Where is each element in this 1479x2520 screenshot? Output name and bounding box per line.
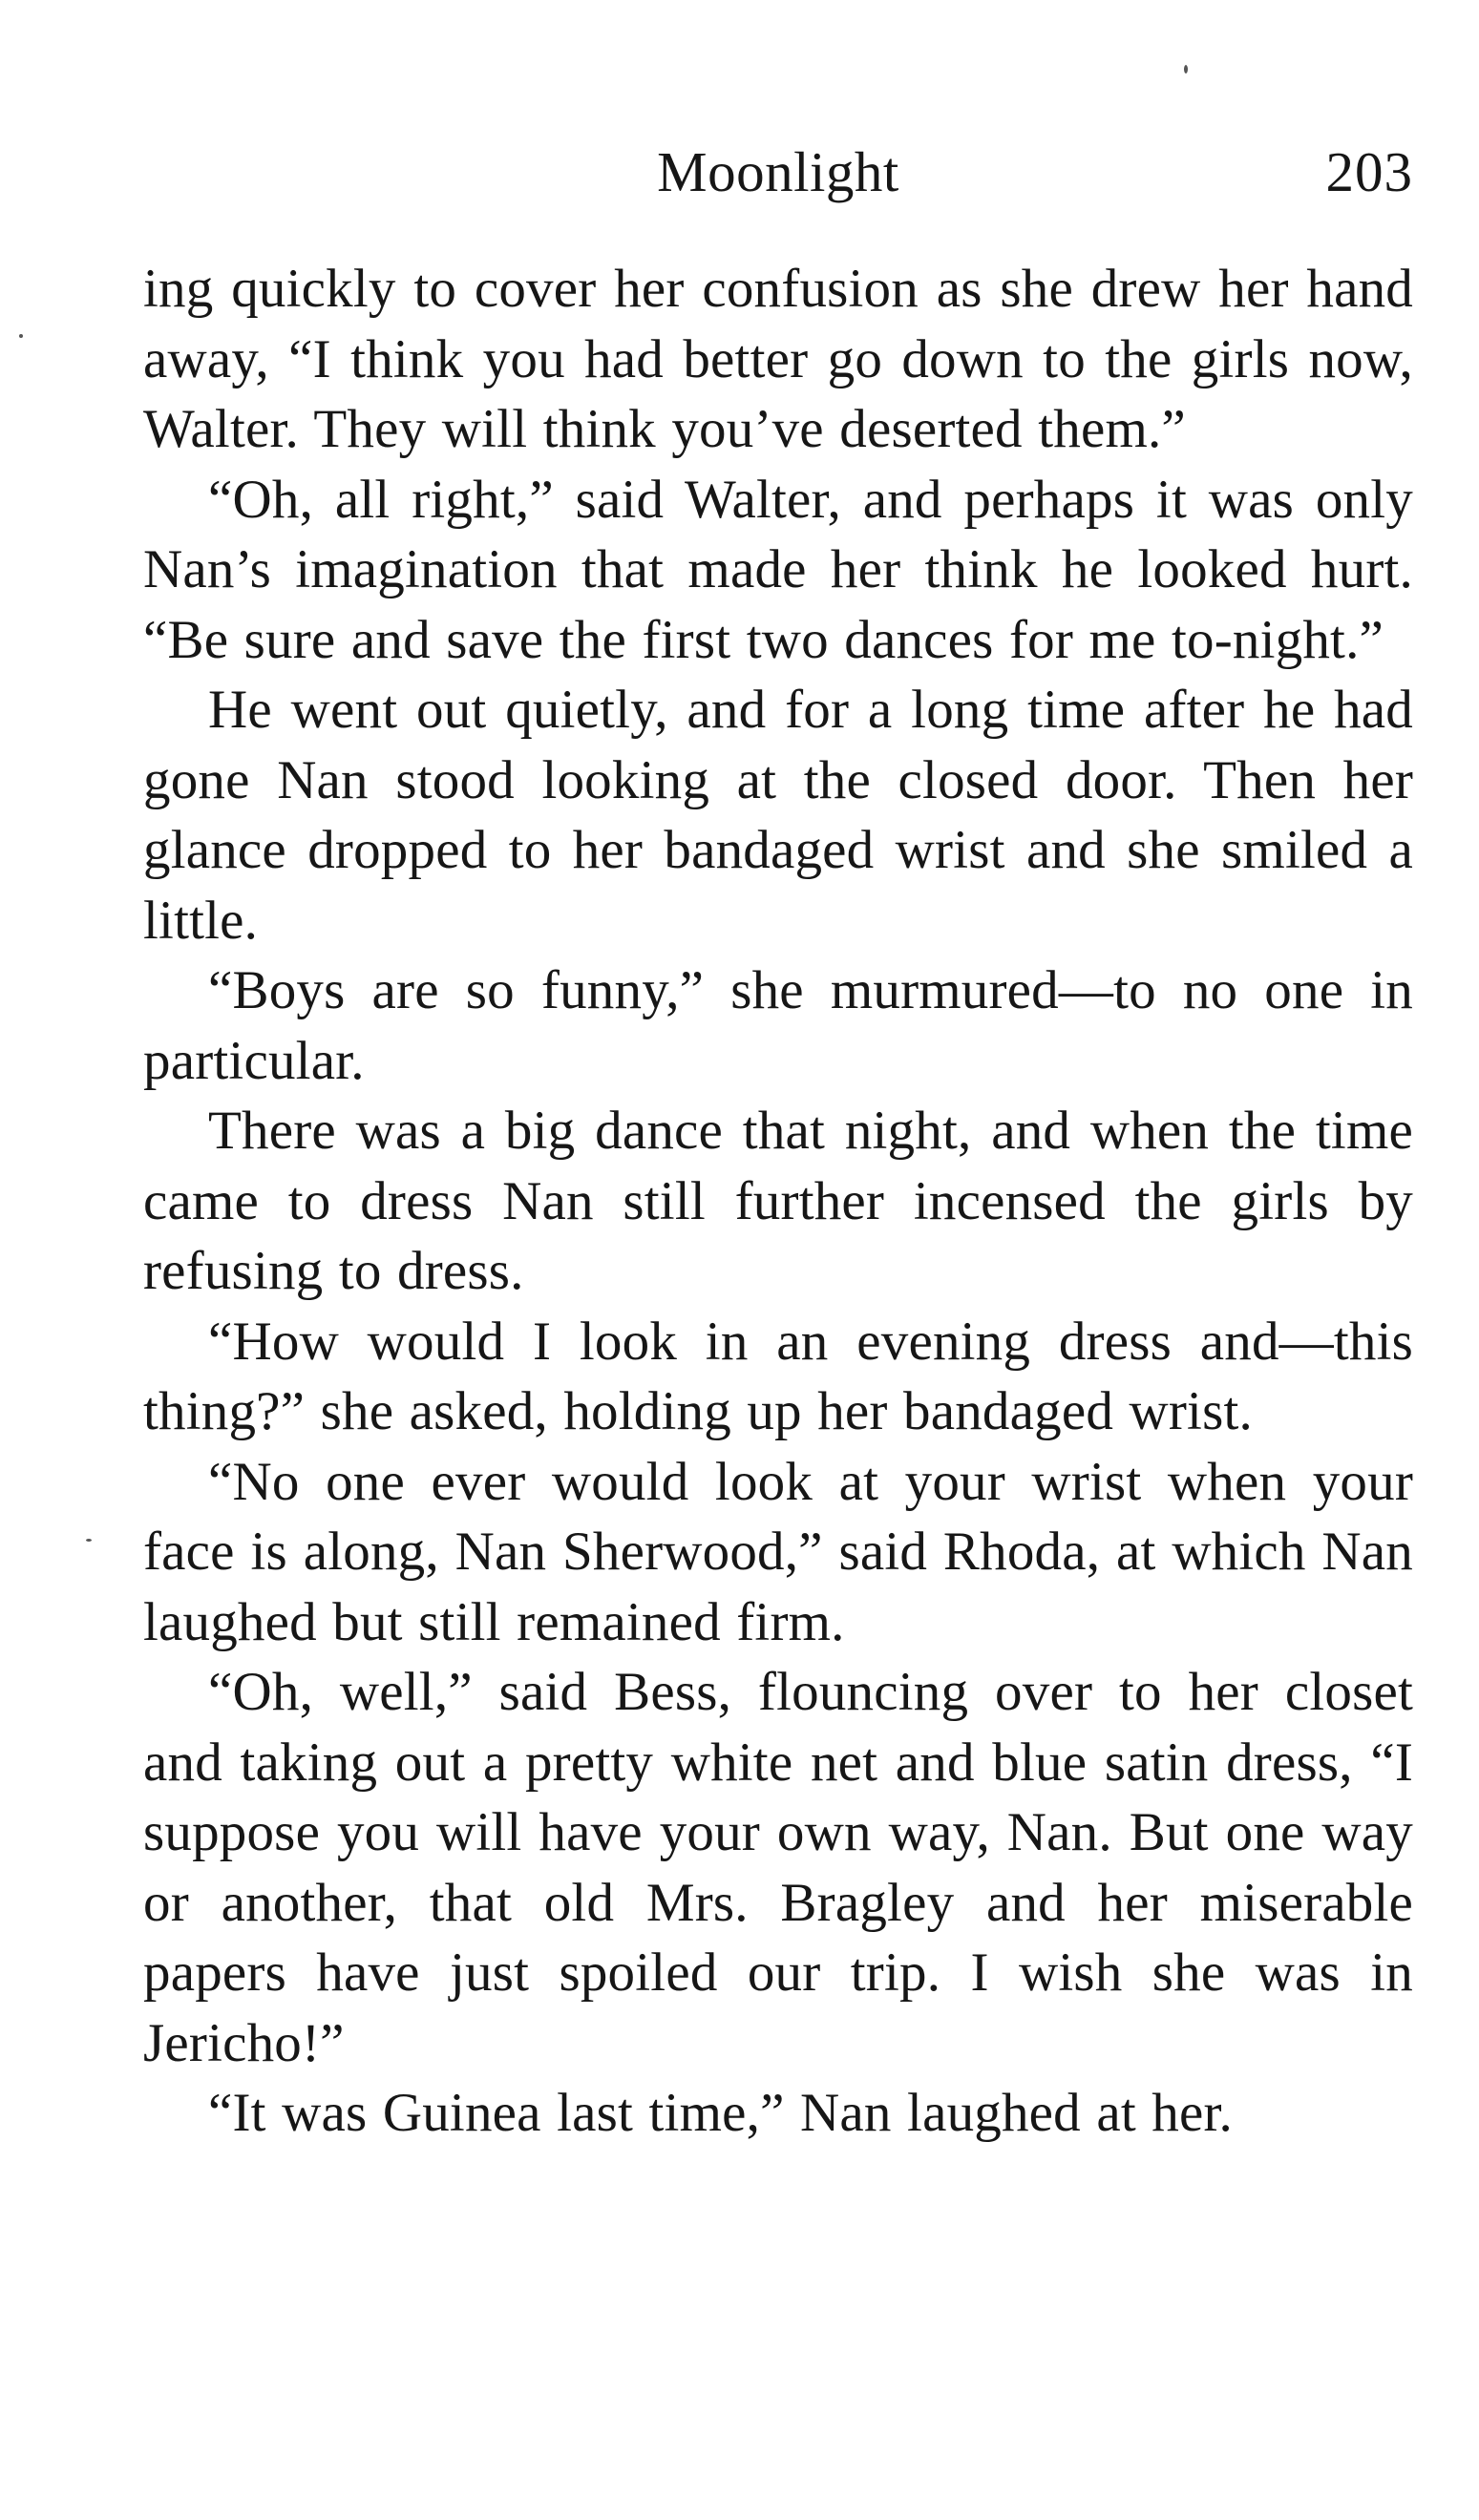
paragraph: He went out quietly, and for a long time after he had gone Nan stood looking at the closed door. Then her glance dropped to her bandaged wrist and she smiled a little. — [143, 680, 1413, 951]
body-text — [143, 254, 1413, 2149]
running-head — [143, 134, 1413, 210]
print-speck — [1184, 65, 1188, 74]
paragraph: ing quickly to cover her confusion as she drew her hand away, “I think you had better go down to the girls now, Walter. They will think you’ve deserted them.” — [143, 259, 1413, 459]
page-number: 203 — [1325, 140, 1413, 203]
paragraph: “Oh, well,” said Bess, flouncing over to her closet and taking out a pretty white net and blue satin dress, “I suppose you will have your own way, Nan. But one way or another, that old Mrs. Bragley and her miserable papers have just spoiled our trip. I wish she was in Jericho!” — [143, 1662, 1413, 2073]
paragraph: There was a big dance that night, and when the time came to dress Nan still further incensed the girls by refusing to dress. — [143, 1101, 1413, 1301]
paragraph: “How would I look in an evening dress and—this thing?” she asked, holding up her bandaged wrist. — [143, 1311, 1413, 1441]
paragraph: “Oh, all right,” said Walter, and perhaps it was only Nan’s imagination that made her think he looked hurt. “Be sure and save the first two dances for me to-night.” — [143, 469, 1413, 670]
print-speck — [86, 1539, 92, 1542]
paragraph: “Boys are so funny,” she murmured—to no one in particular. — [143, 960, 1413, 1091]
paragraph: “It was Guinea last time,” Nan laughed at her. — [208, 2083, 1233, 2143]
print-speck — [19, 334, 23, 338]
running-title: Moonlight — [657, 140, 899, 203]
paragraph: “No one ever would look at your wrist when your face is along, Nan Sherwood,” said Rhoda, at which Nan laughed but still remained firm. — [143, 1451, 1413, 1652]
